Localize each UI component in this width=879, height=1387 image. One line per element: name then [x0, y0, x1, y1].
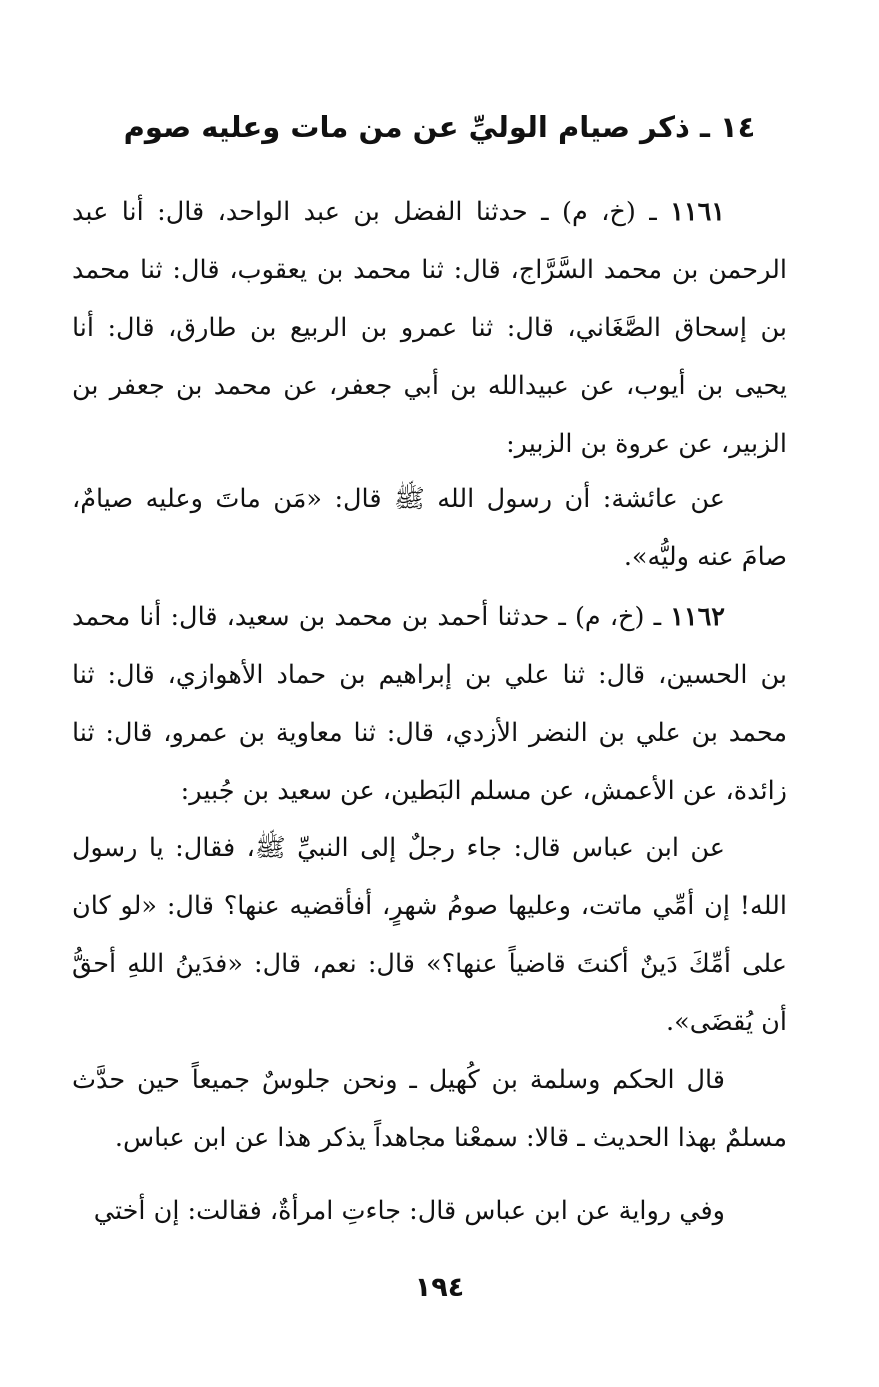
hadith-paragraph: [72, 183, 787, 473]
hadith-number: ١١٦٢: [670, 602, 725, 632]
paragraph-text: ـ (خ، م) ـ حدثنا أحمد بن محمد بن سعيد، قال: أنا محمد بن الحسين، قال: ثنا علي بن إبراهيم بن حماد الأهوازي، قال: ثنا محمد بن علي بن النضر الأزدي، قال: ثنا معاوية بن عمرو، قال: ثنا زائدة، عن الأعمش، عن مسلم البَطين، عن سعيد بن جُبير:: [72, 602, 787, 806]
chapter-title: ١٤ ـ ذكر صيام الوليِّ عن من مات وعليه صوم: [123, 110, 756, 144]
hadith-text-paragraph: عن عائشة: أن رسول الله ﷺ قال: «مَن ماتَ وعليه صيامٌ، صامَ عنه وليُّه».: [72, 484, 787, 572]
paragraph-text: ـ (خ، م) ـ حدثنا الفضل بن عبد الواحد، قال: أنا عبد الرحمن بن محمد السَّرَّاج، قال: ثنا محمد بن يعقوب، قال: ثنا محمد بن إسحاق الصَّغَاني، قال: ثنا عمرو بن الربيع بن طارق، قال: أنا يحيى بن أيوب، عن عبيدالله بن أبي جعفر، عن محمد بن جعفر بن الزبير، عن عروة بن الزبير:: [72, 197, 787, 459]
hadith-number: ١١٦١: [670, 197, 725, 227]
commentary-paragraph: قال الحكم وسلمة بن كُهيل ـ ونحن جلوسٌ جميعاً حين حدَّث مسلمٌ بهذا الحديث ـ قالا: سمعْنا مجاهداً يذكر هذا عن ابن عباس.: [72, 1065, 787, 1153]
hadith-paragraph: [72, 588, 787, 820]
riwaya-paragraph: وفي رواية عن ابن عباس قال: جاءتِ امرأةٌ، فقالت: إن أختي: [93, 1196, 725, 1226]
hadith-text-paragraph: عن ابن عباس قال: جاء رجلٌ إلى النبيِّ ﷺ، فقال: يا رسول الله! إن أمِّي ماتت، وعليها صومُ شهرٍ، أفأقضيه عنها؟ قال: «لو كان على أمِّكَ دَينٌ أكنتَ قاضياً عنها؟» قال: نعم، قال: «فدَينُ اللهِ أحقُّ أن يُقضَى».: [72, 833, 787, 1037]
page-number: ١٩٤: [414, 1272, 465, 1303]
